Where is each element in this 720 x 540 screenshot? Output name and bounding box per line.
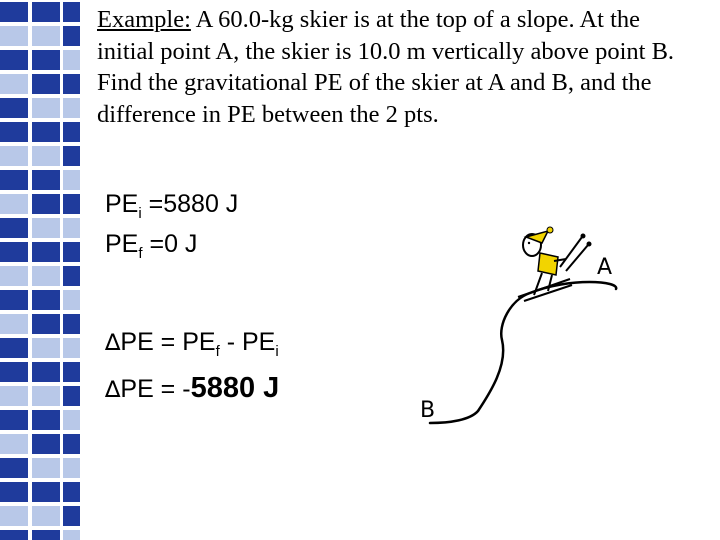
stripe-block [0, 434, 28, 454]
slope-line [430, 282, 616, 423]
subscript-f: f [215, 343, 220, 360]
stripe-block [0, 458, 28, 478]
stripe-block [32, 530, 60, 540]
stripe-block [63, 122, 80, 142]
stripe-block [0, 362, 28, 382]
delta-value-lhs: PE = - [120, 375, 191, 403]
stripe-block [0, 98, 28, 118]
stripe-block [63, 386, 80, 406]
pe-symbol: PE [105, 230, 139, 258]
stripe-block [63, 98, 80, 118]
stripe-block [0, 146, 28, 166]
pe-initial-value: =5880 J [141, 190, 239, 218]
stripe-block [0, 410, 28, 430]
stripe-block [63, 74, 80, 94]
stripe-block [0, 530, 28, 540]
stripe-block [63, 194, 80, 214]
subscript-i: i [275, 343, 279, 360]
stripe-block [63, 506, 80, 526]
point-a-label: A [597, 255, 613, 280]
stripe-block [63, 170, 80, 190]
stripe-block [0, 338, 28, 358]
stripe-block [32, 434, 60, 454]
stripe-block [63, 434, 80, 454]
stripe-block [32, 338, 60, 358]
skier-icon [518, 227, 592, 301]
subscript-i: i [138, 205, 142, 222]
stripe-block [32, 290, 60, 310]
equation-delta-value [105, 372, 279, 405]
delta-value: 5880 J [190, 372, 280, 404]
stripe-block [32, 506, 60, 526]
equation-pe-initial [105, 190, 239, 222]
stripe-block [32, 218, 60, 238]
stripe-block [63, 482, 80, 502]
subscript-f: f [138, 245, 143, 262]
problem-text: A 60.0-kg skier is at the top of a slope. At the initial point A, the skier is 10.0 m vertically above point B. Find the gravitational PE of the skier at A and B, and the difference in PE between the 2 pts. [97, 6, 675, 128]
slope-figure [420, 215, 640, 430]
stripe-block [0, 26, 28, 46]
stripe-block [0, 218, 28, 238]
stripe-block [32, 170, 60, 190]
stripe-block [32, 266, 60, 286]
stripe-block [32, 122, 60, 142]
stripe-block [32, 194, 60, 214]
equation-pe-final [105, 230, 198, 262]
stripe-block [32, 74, 60, 94]
stripe-block [32, 98, 60, 118]
stripe-block [63, 530, 80, 540]
stripe-block [0, 506, 28, 526]
stripe-block [32, 458, 60, 478]
stripe-block [0, 122, 28, 142]
stripe-block [0, 242, 28, 262]
stripe-block [63, 338, 80, 358]
stripe-block [63, 314, 80, 334]
stripe-block [32, 410, 60, 430]
stripe-block [32, 362, 60, 382]
pe-symbol: PE [105, 190, 139, 218]
stripe-block [0, 386, 28, 406]
stripe-block [63, 290, 80, 310]
delta-mid: - PE [219, 328, 276, 356]
decorative-stripe-bar [0, 0, 80, 540]
stripe-block [0, 2, 28, 22]
stripe-block [0, 194, 28, 214]
stripe-block [0, 50, 28, 70]
example-label: Example: [97, 6, 191, 33]
delta-symbol: ∆ [105, 377, 121, 403]
stripe-block [63, 242, 80, 262]
stripe-block [0, 482, 28, 502]
stripe-block [63, 2, 80, 22]
stripe-block [63, 146, 80, 166]
stripe-block [32, 26, 60, 46]
stripe-block [32, 50, 60, 70]
stripe-block [63, 266, 80, 286]
stripe-block [63, 26, 80, 46]
stripe-block [0, 170, 28, 190]
stripe-block [0, 314, 28, 334]
delta-lhs: PE = PE [120, 328, 216, 356]
stripe-block [32, 146, 60, 166]
stripe-block [63, 458, 80, 478]
stripe-block [0, 290, 28, 310]
stripe-block [63, 218, 80, 238]
point-b-label: B [420, 398, 436, 423]
stripe-block [63, 410, 80, 430]
stripe-block [63, 362, 80, 382]
stripe-block [32, 2, 60, 22]
problem-statement [97, 4, 697, 130]
delta-symbol: ∆ [105, 330, 121, 356]
stripe-block [32, 482, 60, 502]
stripe-block [32, 314, 60, 334]
equation-delta-definition [105, 328, 279, 360]
stripe-block [32, 386, 60, 406]
stripe-block [63, 50, 80, 70]
pe-final-value: =0 J [142, 230, 198, 258]
stripe-block [32, 242, 60, 262]
stripe-block [0, 266, 28, 286]
stripe-block [0, 74, 28, 94]
